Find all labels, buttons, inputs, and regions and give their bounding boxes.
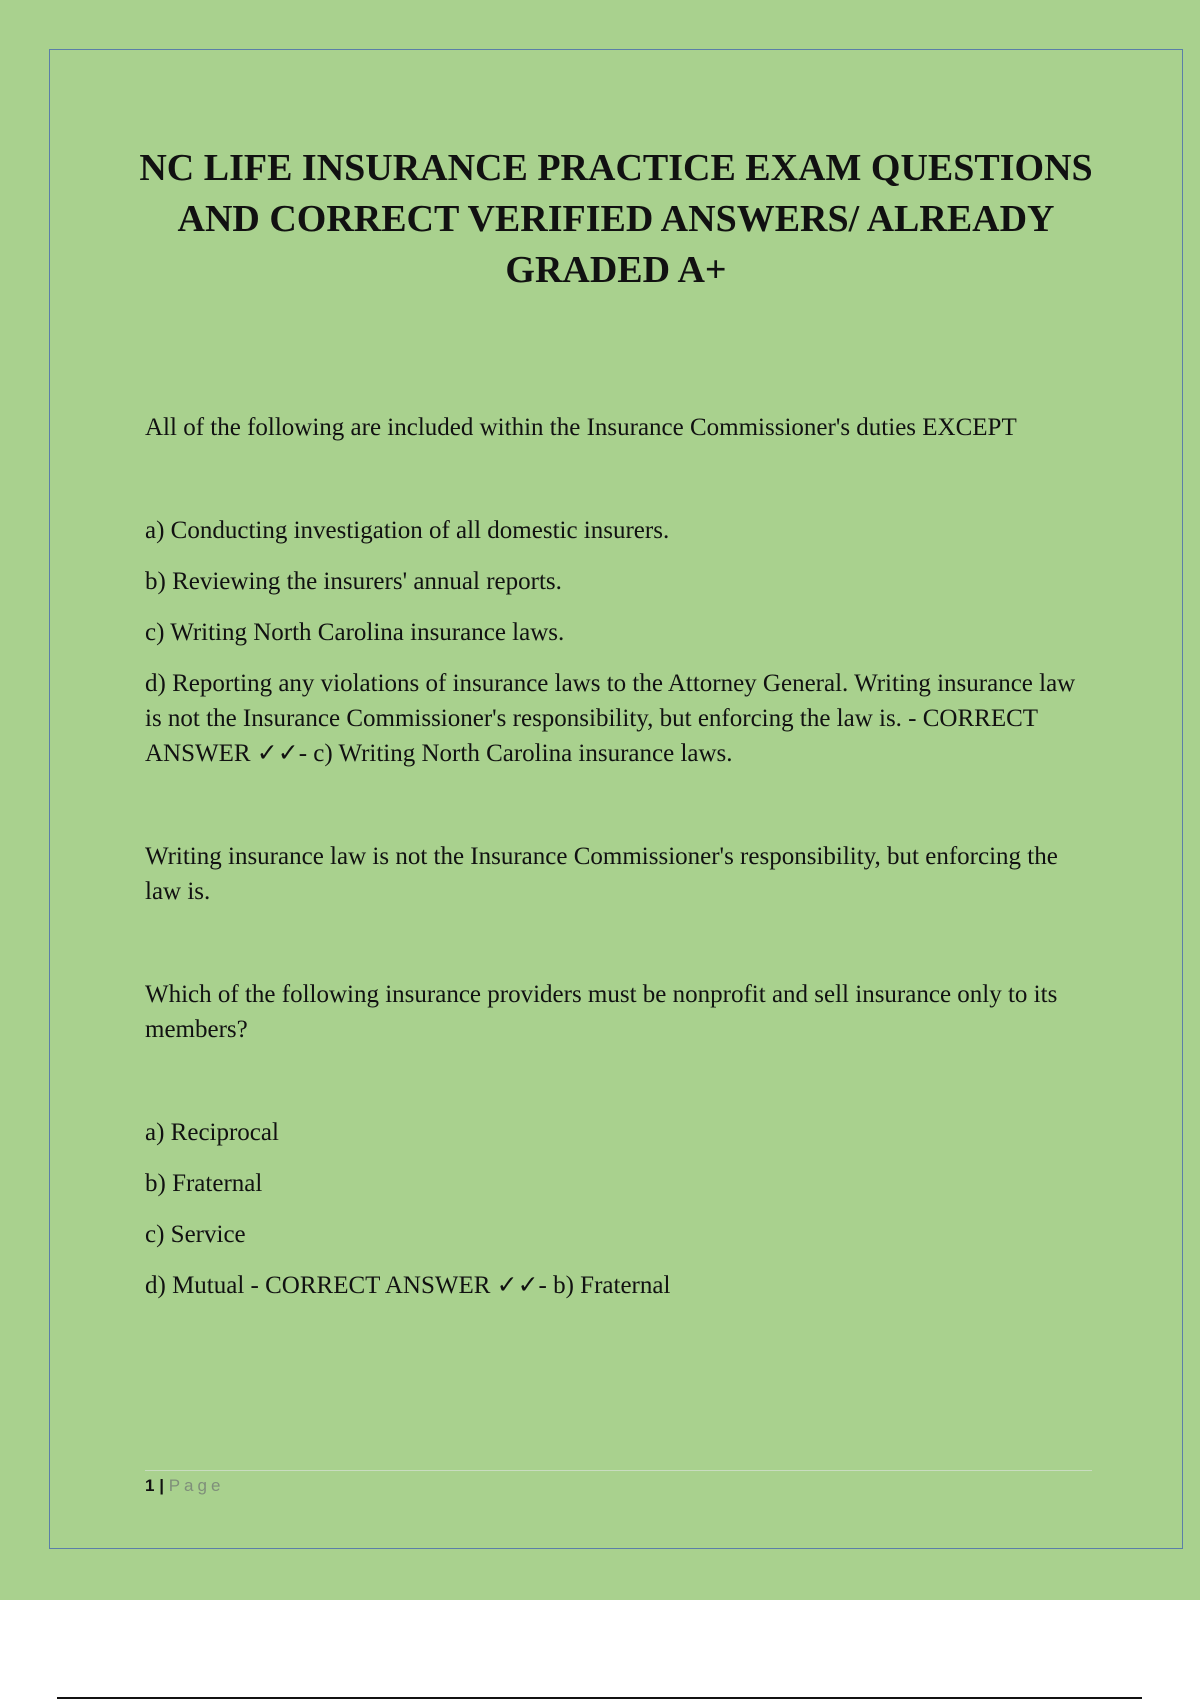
question-1-option-d-answer: d) Reporting any violations of insurance laws to the Attorney General. Writing insurance law is not the Insurance Commissioner's responsibility, but enforcing the law is. - CORRECT ANSWER ✓✓- c) Writing North Carolina insurance laws.: [145, 670, 1076, 767]
footer-separator: |: [159, 1476, 164, 1495]
page-footer: [145, 1475, 224, 1497]
question-1-text: All of the following are included within the Insurance Commissioner's duties EXCEPT: [145, 414, 1017, 441]
question-2-option-a: a) Reciprocal: [145, 1119, 279, 1146]
page-number: 1: [145, 1476, 155, 1495]
document-body: [145, 410, 1095, 1319]
document-title: NC LIFE INSURANCE PRACTICE EXAM QUESTIONS AND CORRECT VERIFIED ANSWERS/ ALREADY GRADED A+: [139, 147, 1093, 291]
question-2-option-b: b) Fraternal: [145, 1170, 263, 1197]
question-2-option-c: c) Service: [145, 1221, 246, 1248]
question-1-explanation: Writing insurance law is not the Insurance Commissioner's responsibility, but enforcing the law is.: [145, 843, 1058, 905]
page-label: Page: [168, 1476, 225, 1495]
question-1-option-c: c) Writing North Carolina insurance laws.: [145, 619, 565, 646]
bottom-divider: [57, 1697, 1142, 1699]
question-2-text: Which of the following insurance providers must be nonprofit and sell insurance only to its members?: [145, 981, 1058, 1043]
footer-divider: [145, 1470, 1092, 1471]
question-1-option-b: b) Reviewing the insurers' annual reports.: [145, 568, 562, 595]
question-2-option-d-answer: d) Mutual - CORRECT ANSWER ✓✓- b) Fraternal: [145, 1272, 671, 1299]
question-1-option-a: a) Conducting investigation of all domestic insurers.: [145, 517, 670, 544]
